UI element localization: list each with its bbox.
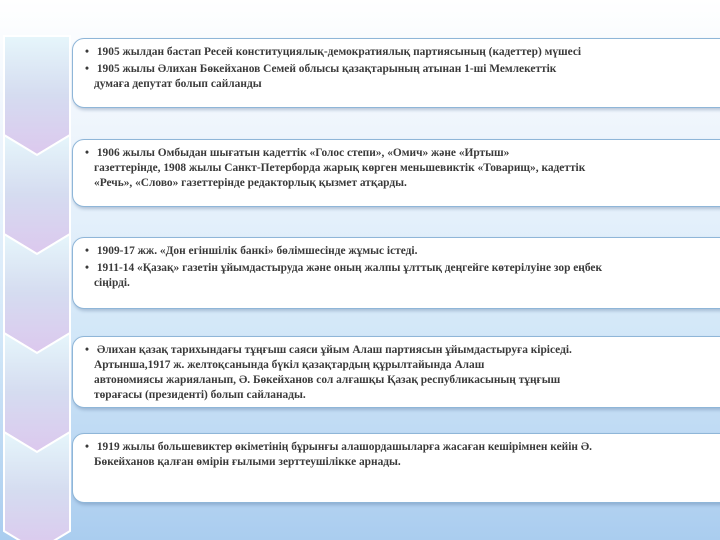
step-5-item-1-line-1: 1919 жылы большевиктер өкіметінің бұрынғы алашордашыларға жасаған кешірімнен кейін Ә. [96, 441, 593, 453]
step-3-item-2-line-2: сіңірді. [94, 277, 130, 289]
step-4-item-1-line-2: Артынша,1917 ж. желтоқсанында бүкіл қазақтардың құрылтайында Алаш [94, 359, 485, 371]
step-2-item-1 [85, 146, 720, 191]
step-1-item-1-line-1: 1905 жылдан бастап Ресей конституциялық-демократиялық партиясының (кадеттер) мүшесі [96, 46, 582, 58]
step-1-item-1 [85, 45, 720, 60]
step-box-5 [72, 433, 720, 503]
step-box-1 [72, 38, 720, 108]
step-4-item-1-line-1: Әлихан қазақ тарихындағы тұңғыш саяси ұйым Алаш партиясын ұйымдастыруға кіріседі. [96, 344, 572, 356]
step-2-item-1-line-2: газеттерінде, 1908 жылы Санкт-Петербордa жарық көрген меньшевиктік «Товарищ», кадеттік [94, 162, 586, 174]
step-box-4 [72, 336, 720, 408]
step-3-item-2-line-1: 1911-14 «Қазақ» газетін ұйымдастыруда және оның жалпы ұлттық деңгейге көтерілуіне зор еңбек [96, 262, 603, 274]
step-5-item-1-line-2: Бөкейханов қалған өмірін ғылыми зерттеушілікке арнады. [94, 456, 401, 468]
step-2-item-1-line-1: 1906 жылы Омбыдан шығатын кадеттік «Голос степи», «Омич» және «Иртыш» [96, 147, 510, 159]
step-3-item-2 [85, 261, 720, 291]
step-box-2 [72, 139, 720, 207]
step-1-item-2 [85, 62, 720, 92]
step-2-item-1-line-3: «Речь», «Слово» газеттерінде редакторлық қызмет атқарды. [94, 177, 407, 189]
step-1-item-2-line-2: думаға депутат болып сайланды [94, 78, 262, 90]
step-box-3 [72, 237, 720, 309]
step-4-item-1-line-4: төрағасы (президенті) болып сайланады. [94, 389, 306, 401]
step-4-item-1-line-3: автономиясы жарияланып, Ә. Бөкейханов сол алғашқы Қазақ республикасының тұңғыш [94, 374, 561, 386]
step-5-item-1 [85, 440, 720, 470]
step-3-item-1-line-1: 1909-17 жж. «Дон егіншілік банкі» бөлімшесінде жұмыс істеді. [96, 245, 418, 257]
step-3-item-1 [85, 244, 720, 259]
step-1-item-2-line-1: 1905 жылы Әлихан Бөкейханов Семей облысы қазақтарының атынан 1-ші Мемлекеттік [96, 63, 557, 75]
chevron-arrow-1 [4, 36, 70, 155]
step-4-item-1 [85, 343, 720, 403]
